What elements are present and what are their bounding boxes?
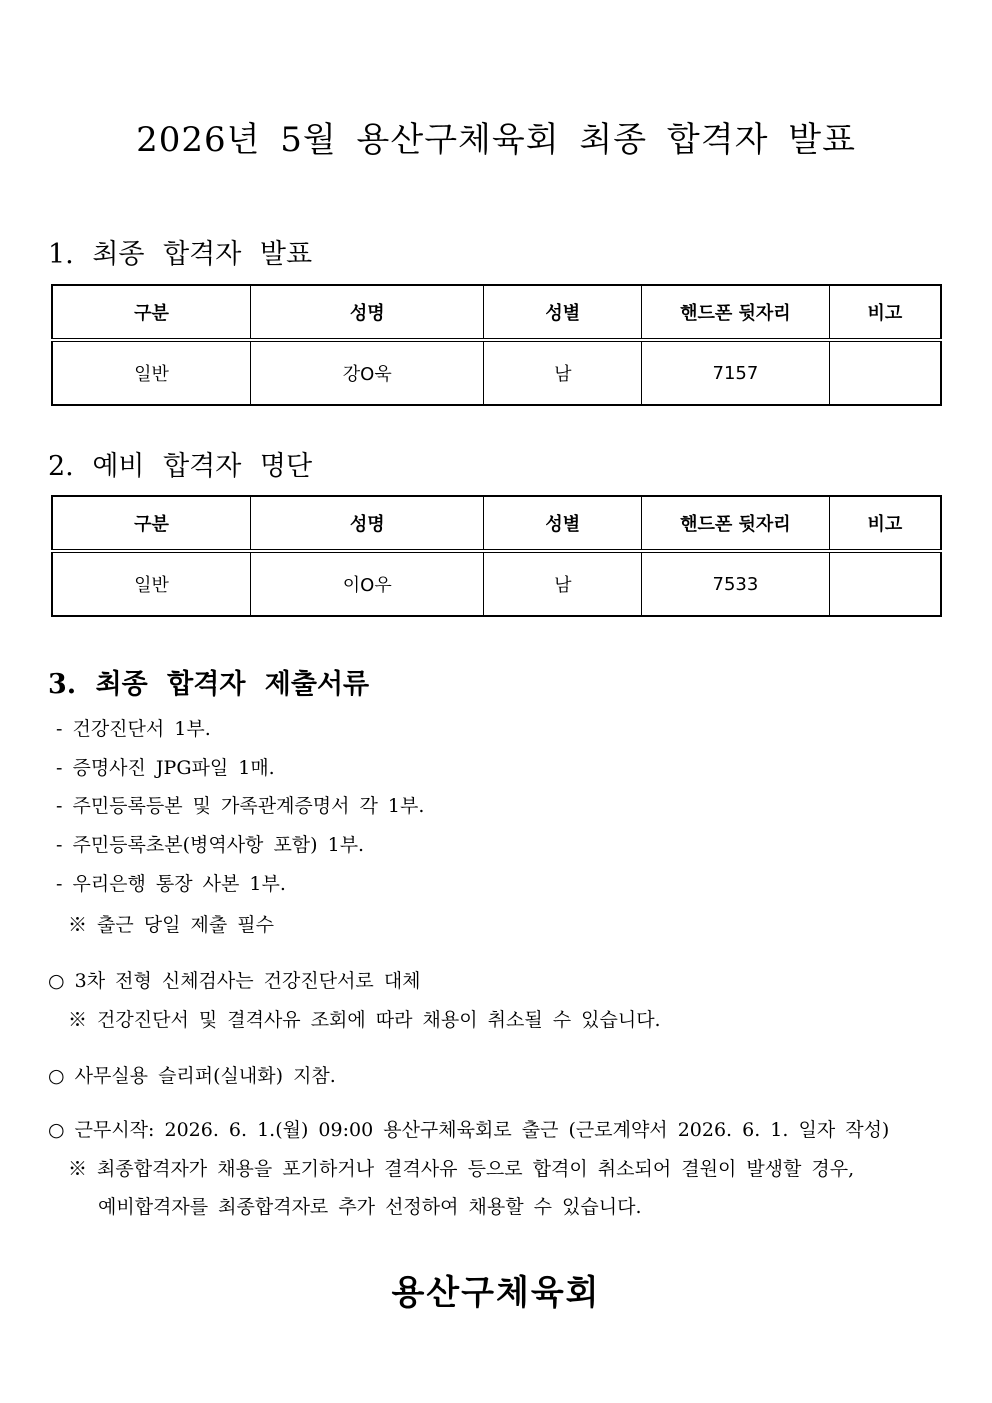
list-item: - 주민등록초본(병역사항 포함) 1부. [56, 834, 365, 857]
header-phone-last-digits: 핸드폰 뒷자리 [642, 285, 830, 340]
cell-gender: 남 [484, 340, 642, 405]
cell-remarks [829, 340, 941, 405]
header-name: 성명 [251, 285, 484, 340]
section2-heading: 2. 예비 합격자 명단 [48, 451, 313, 482]
reserve-passers-table [51, 495, 942, 617]
cell-name: 이O우 [251, 551, 484, 616]
header-category: 구분 [52, 496, 251, 551]
header-gender: 성별 [484, 285, 642, 340]
table-row [52, 340, 941, 405]
cell-gender: 남 [484, 551, 642, 616]
final-passers-table [51, 284, 942, 406]
cell-category: 일반 [52, 340, 251, 405]
notice-physical-exam: ○ 3차 전형 신체검사는 건강진단서로 대체 [48, 970, 421, 992]
list-item: - 주민등록등본 및 가족관계증명서 각 1부. [56, 795, 425, 818]
header-remarks: 비고 [829, 496, 941, 551]
cell-phone-last-digits: 7533 [642, 551, 830, 616]
table-header-row [52, 496, 941, 551]
header-name: 성명 [251, 496, 484, 551]
organization-name: 용산구체육회 [391, 1273, 601, 1313]
notice-start-date: ○ 근무시작: 2026. 6. 1.(월) 09:00 용산구체육회로 출근 (근로계약서 2026. 6. 1. 일자 작성) [48, 1119, 890, 1141]
notice-start-date-note-line1: ※ 최종합격자가 채용을 포기하거나 결격사유 등으로 합격이 취소되어 결원이 발생할 경우, [68, 1158, 855, 1180]
section3-heading: 3. 최종 합격자 제출서류 [48, 669, 370, 700]
list-item: - 건강진단서 1부. [56, 718, 211, 740]
cell-remarks [829, 551, 941, 616]
document-title: 2026년 5월 용산구체육회 최종 합격자 발표 [136, 120, 856, 160]
notice-start-date-note-line2: 예비합격자를 최종합격자로 추가 선정하여 채용할 수 있습니다. [98, 1196, 642, 1218]
required-documents-list [56, 714, 424, 907]
cell-name: 강O욱 [251, 340, 484, 405]
cell-category: 일반 [52, 551, 251, 616]
header-gender: 성별 [484, 496, 642, 551]
header-category: 구분 [52, 285, 251, 340]
section1-heading: 1. 최종 합격자 발표 [48, 239, 313, 270]
submission-note: ※ 출근 당일 제출 필수 [68, 914, 274, 936]
notice-slippers: ○ 사무실용 슬리퍼(실내화) 지참. [48, 1065, 336, 1087]
list-item: - 증명사진 JPG파일 1매. [56, 756, 275, 779]
table-row [52, 551, 941, 616]
table-header-row [52, 285, 941, 340]
list-item: - 우리은행 통장 사본 1부. [56, 872, 286, 895]
header-remarks: 비고 [829, 285, 941, 340]
header-phone-last-digits: 핸드폰 뒷자리 [642, 496, 830, 551]
cell-phone-last-digits: 7157 [642, 340, 830, 405]
notice-physical-exam-note: ※ 건강진단서 및 결격사유 조회에 따라 채용이 취소될 수 있습니다. [68, 1009, 661, 1031]
